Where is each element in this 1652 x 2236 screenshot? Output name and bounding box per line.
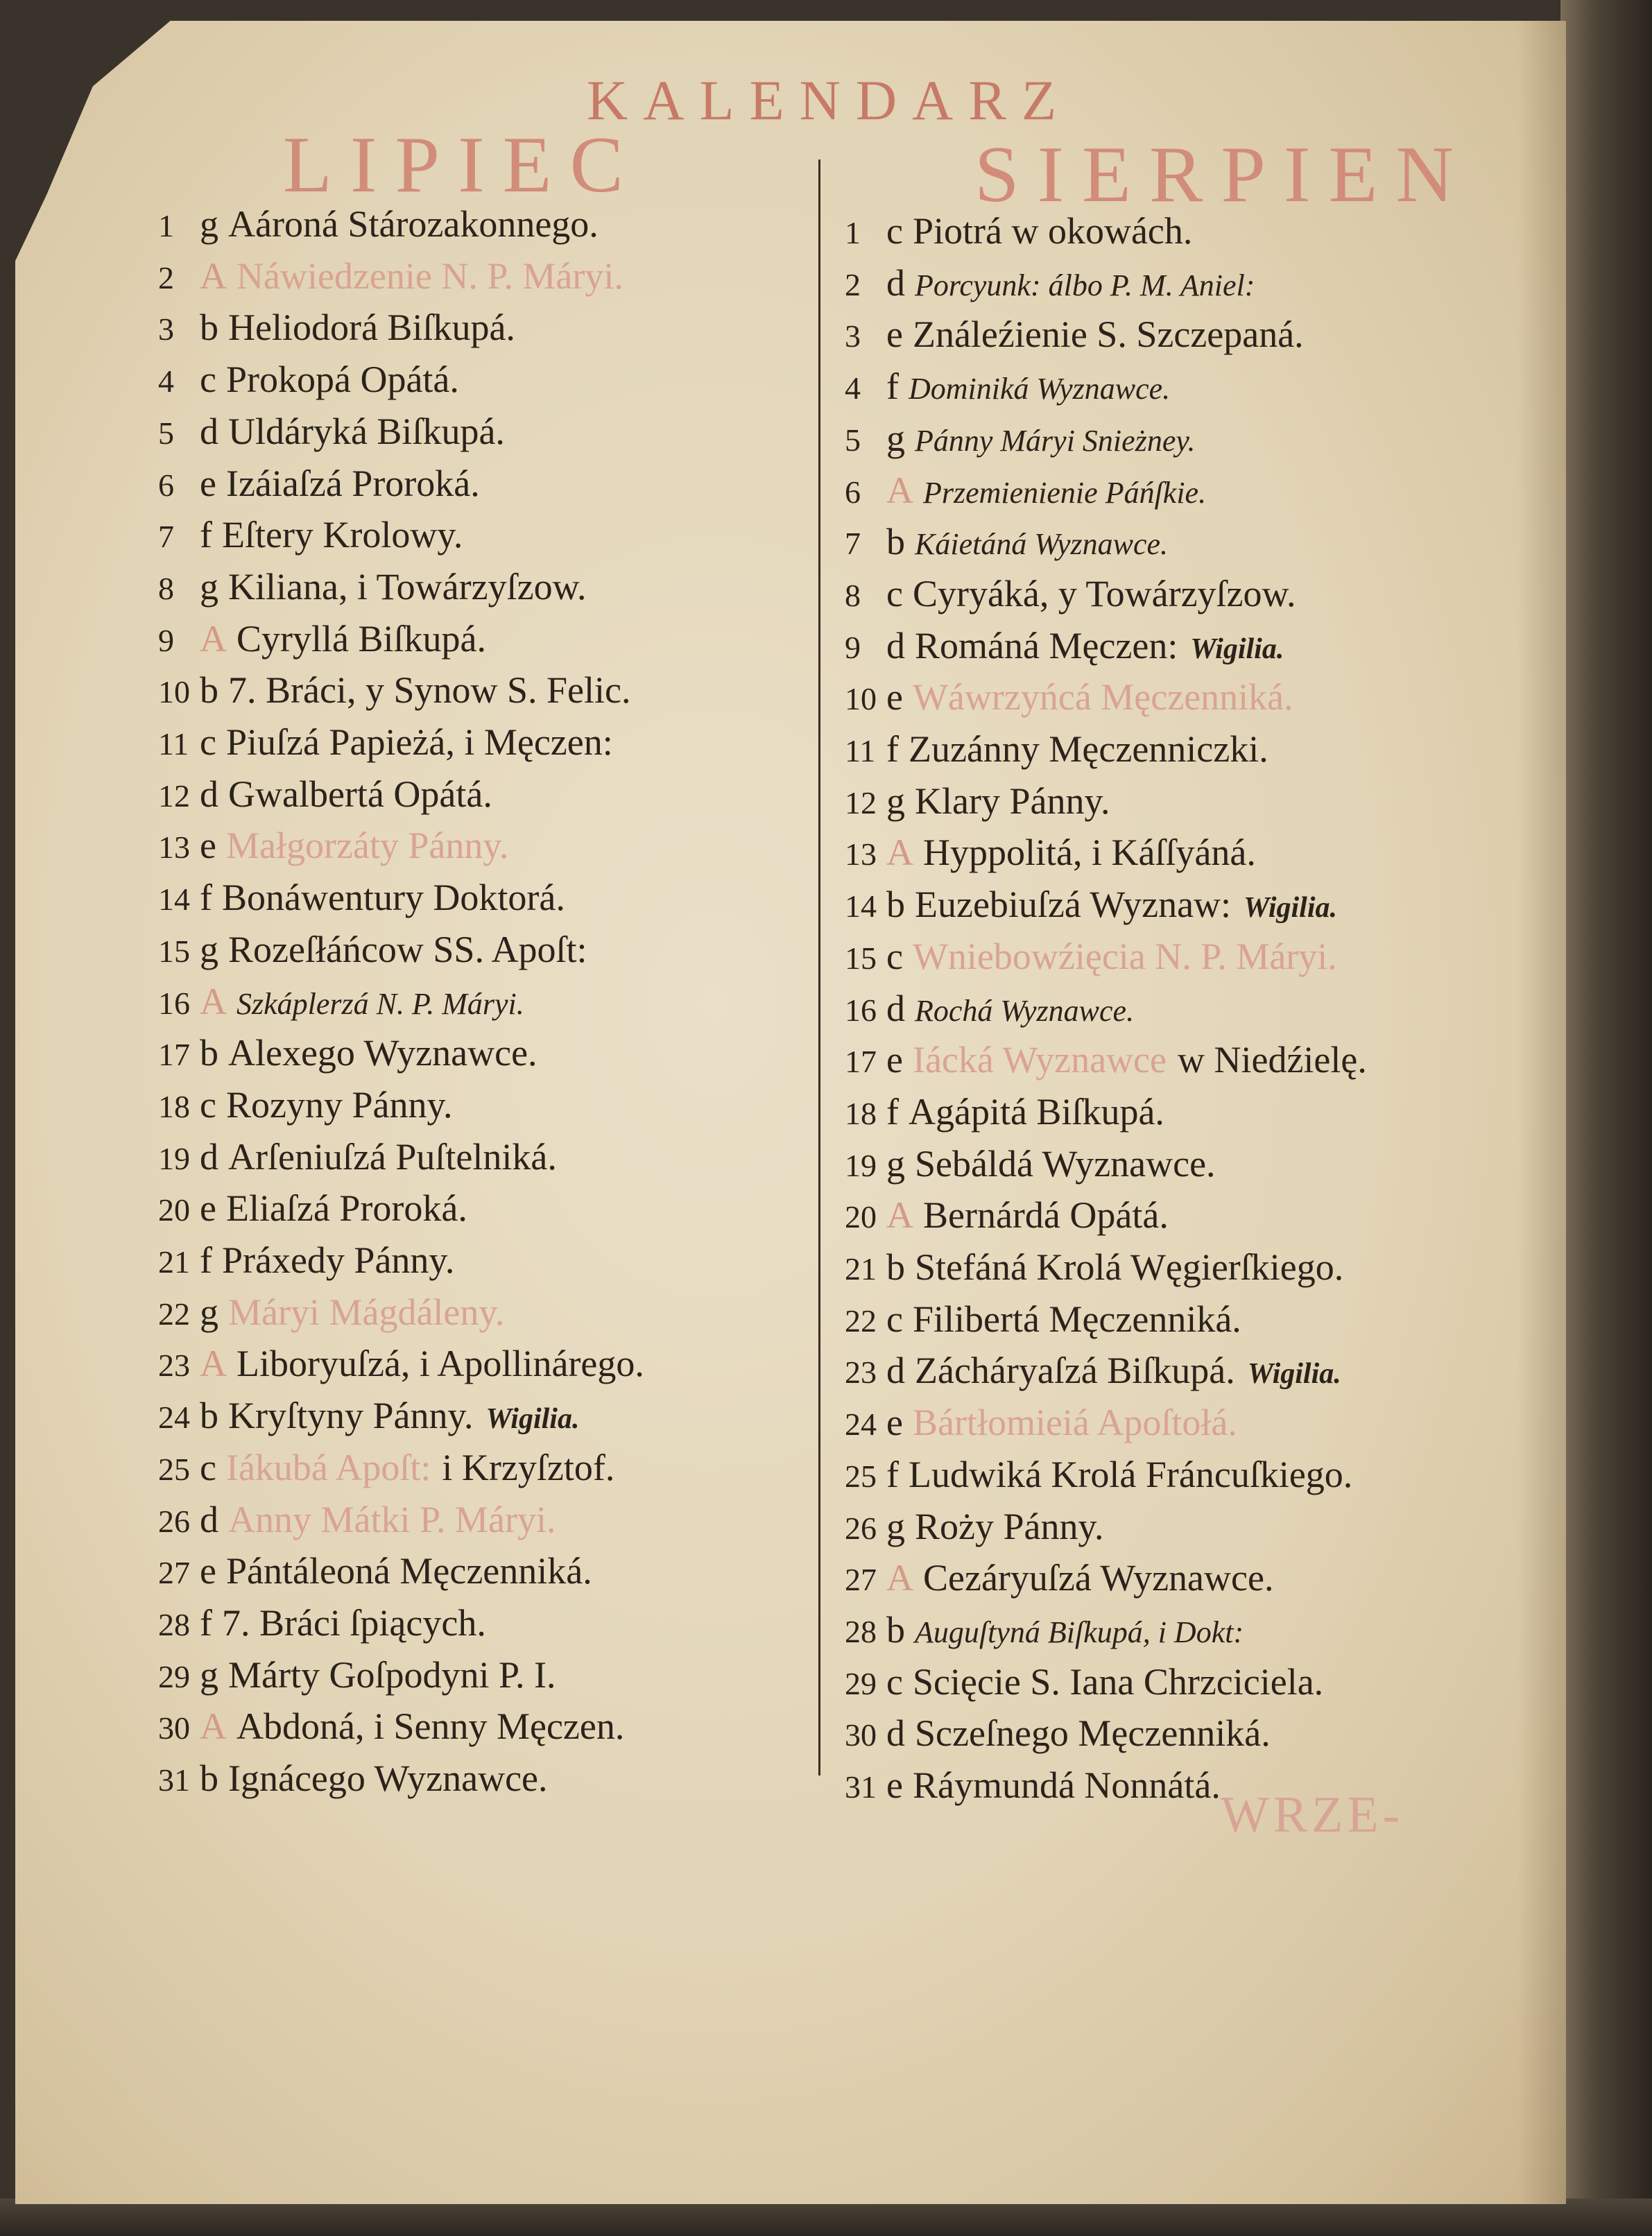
day-number: 30 xyxy=(158,1710,190,1746)
august-row-11 xyxy=(845,726,1268,772)
dominical-letter: d xyxy=(200,773,218,815)
saint-name: Roży Pánny. xyxy=(915,1505,1104,1547)
july-row-29 xyxy=(158,1652,556,1698)
july-row-11 xyxy=(158,719,613,765)
july-row-30 xyxy=(158,1703,624,1749)
dominical-letter: b xyxy=(886,884,905,926)
august-row-20 xyxy=(845,1192,1169,1238)
day-number: 14 xyxy=(158,882,190,918)
saint-name: Izáiaſzá Proroká. xyxy=(225,462,480,504)
july-row-5 xyxy=(158,409,505,454)
july-row-26 xyxy=(158,1497,556,1542)
book-edge-right xyxy=(1560,0,1652,2236)
july-row-13 xyxy=(158,823,508,868)
saint-name: Wáwrzyńcá Męczenniká. xyxy=(912,676,1293,719)
day-number: 9 xyxy=(158,622,174,658)
day-number: 25 xyxy=(158,1451,190,1487)
july-row-28 xyxy=(158,1600,486,1646)
august-row-6 xyxy=(845,467,1206,513)
vigil-note: Wigilia. xyxy=(1244,892,1338,925)
dominical-letter: g xyxy=(200,928,218,970)
august-row-3 xyxy=(845,311,1304,357)
vigil-note: Wigilia. xyxy=(1190,633,1284,665)
saint-name: 7. Bráci, y Synow S. Felic. xyxy=(228,669,631,712)
august-row-12 xyxy=(845,778,1110,824)
saint-name: Ráymundá Nonnátá. xyxy=(912,1764,1221,1806)
july-row-2 xyxy=(158,253,623,299)
july-row-27 xyxy=(158,1548,592,1594)
dominical-letter: f xyxy=(200,1601,212,1644)
saint-name: Cyryáká, y Towárzyſzow. xyxy=(912,572,1296,614)
saint-name: Filibertá Męczenniká. xyxy=(912,1298,1241,1340)
saint-name: Bonáwentury Doktorá. xyxy=(221,877,565,919)
dominical-letter: c xyxy=(886,1298,903,1340)
july-row-31 xyxy=(158,1755,548,1801)
august-row-28 xyxy=(845,1607,1244,1653)
saint-name-continued: w Niedźielę. xyxy=(1177,1039,1367,1081)
july-row-6 xyxy=(158,461,480,506)
day-number: 2 xyxy=(845,266,861,302)
dominical-letter: g xyxy=(886,1505,905,1547)
august-row-18 xyxy=(845,1089,1164,1135)
saint-name: Zácháryaſzá Biſkupá. xyxy=(915,1350,1235,1392)
july-row-18 xyxy=(158,1082,452,1128)
saint-name: Aároná Stározakonnego. xyxy=(228,203,599,245)
dominical-letter: c xyxy=(886,1660,903,1703)
day-number: 19 xyxy=(845,1147,877,1183)
day-number: 31 xyxy=(845,1769,877,1805)
saint-name: Dominiká Wyznawce. xyxy=(908,372,1171,406)
saint-name: Eliaſzá Proroká. xyxy=(225,1187,467,1230)
dominical-letter: g xyxy=(886,1142,905,1185)
july-row-4 xyxy=(158,356,459,402)
dominical-letter: b xyxy=(200,1757,218,1799)
day-number: 28 xyxy=(845,1613,877,1649)
dominical-letter: d xyxy=(886,261,905,304)
saint-name: Bernárdá Opátá. xyxy=(923,1194,1169,1237)
dominical-letter: A xyxy=(200,617,227,660)
day-number: 8 xyxy=(158,570,174,606)
dominical-letter: e xyxy=(886,1764,903,1806)
page-header-title: KALENDARZ xyxy=(587,69,1072,132)
july-row-8 xyxy=(158,564,587,610)
july-row-20 xyxy=(158,1185,467,1231)
august-row-10 xyxy=(845,674,1293,720)
saint-name: Piotrá w okowách. xyxy=(912,210,1193,252)
dominical-letter: e xyxy=(886,676,903,719)
day-number: 17 xyxy=(845,1044,877,1080)
vigil-note: Wigilia. xyxy=(1247,1358,1341,1391)
august-row-22 xyxy=(845,1296,1241,1342)
dominical-letter: g xyxy=(886,417,905,459)
dominical-letter: f xyxy=(886,1453,899,1495)
saint-name: Ználeźienie S. Szczepaná. xyxy=(912,313,1304,356)
dominical-letter: e xyxy=(200,1187,216,1230)
day-number: 4 xyxy=(158,363,174,399)
july-row-16 xyxy=(158,979,524,1024)
saint-name: Cezáryuſzá Wyznawce. xyxy=(923,1557,1274,1599)
saint-name: Auguſtyná Biſkupá, i Dokt: xyxy=(915,1615,1244,1649)
day-number: 7 xyxy=(158,519,174,555)
august-row-1 xyxy=(845,208,1192,254)
day-number: 29 xyxy=(845,1665,877,1701)
july-row-1 xyxy=(158,201,599,247)
dominical-letter: A xyxy=(200,255,227,297)
dominical-letter: c xyxy=(886,210,903,252)
day-number: 21 xyxy=(845,1251,877,1287)
july-row-24 xyxy=(158,1393,579,1438)
day-number: 5 xyxy=(158,415,174,451)
day-number: 28 xyxy=(158,1606,190,1642)
dominical-letter: e xyxy=(886,1039,903,1081)
dominical-letter: g xyxy=(200,565,218,608)
saint-name: Náwiedzenie N. P. Máryi. xyxy=(236,255,623,297)
july-row-9 xyxy=(158,616,486,662)
dominical-letter: c xyxy=(886,572,903,614)
dominical-letter: A xyxy=(200,980,227,1022)
saint-name: Sebáldá Wyznawce. xyxy=(915,1142,1216,1185)
dominical-letter: b xyxy=(200,307,218,349)
dominical-letter: A xyxy=(200,1343,227,1385)
dominical-letter: c xyxy=(200,359,216,401)
saint-name: Zuzánny Męczenniczki. xyxy=(908,728,1268,770)
saint-name: Ludwiká Krolá Fráncuſkiego. xyxy=(908,1453,1353,1495)
saint-name: Márty Goſpodyni P. I. xyxy=(228,1653,556,1696)
dominical-letter: b xyxy=(886,1608,905,1651)
august-row-2 xyxy=(845,260,1255,306)
dominical-letter: b xyxy=(886,521,905,563)
dominical-letter: A xyxy=(886,469,913,511)
day-number: 17 xyxy=(158,1037,190,1073)
saint-name: Porcyunk: álbo P. M. Aniel: xyxy=(915,268,1255,302)
saint-name: Liboryuſzá, i Apollinárego. xyxy=(236,1343,644,1385)
dominical-letter: g xyxy=(200,203,218,245)
catchword: WRZE- xyxy=(1221,1787,1404,1843)
saint-name: Iácká Wyznawce xyxy=(912,1039,1167,1081)
month-title-august: SIERPIEN xyxy=(974,130,1472,219)
saint-name: Agápitá Biſkupá. xyxy=(908,1090,1164,1133)
dominical-letter: e xyxy=(886,1402,903,1444)
dominical-letter: g xyxy=(200,1291,218,1333)
day-number: 27 xyxy=(845,1562,877,1598)
day-number: 13 xyxy=(845,836,877,872)
august-row-7 xyxy=(845,519,1168,565)
dominical-letter: b xyxy=(200,1395,218,1437)
day-number: 6 xyxy=(845,474,861,510)
saint-name: Káietáná Wyznawce. xyxy=(915,527,1168,562)
dominical-letter: e xyxy=(886,313,903,356)
dominical-letter: A xyxy=(886,832,913,874)
july-row-15 xyxy=(158,927,587,972)
saint-name: Iákubá Apoſt: xyxy=(225,1446,431,1488)
saint-name: Máryi Mágdáleny. xyxy=(228,1291,505,1333)
column-divider xyxy=(818,160,820,1775)
saint-name: Alexego Wyznawce. xyxy=(228,1032,537,1074)
dominical-letter: d xyxy=(200,1498,218,1540)
saint-name: Sczeſnego Męczenniká. xyxy=(915,1712,1271,1755)
saint-name: Kiliana, i Towárzyſzow. xyxy=(228,565,587,608)
day-number: 2 xyxy=(158,259,174,295)
dominical-letter: g xyxy=(886,780,905,822)
august-row-4 xyxy=(845,363,1170,409)
july-row-21 xyxy=(158,1237,454,1283)
day-number: 10 xyxy=(158,674,190,710)
book-edge-bottom xyxy=(0,2199,1652,2236)
saint-name: Bártłomieiá Apoſtołá. xyxy=(912,1402,1237,1444)
saint-name: Pántáleoná Męczenniká. xyxy=(225,1550,592,1592)
day-number: 16 xyxy=(845,992,877,1028)
saint-name: Rozeſłáńcow SS. Apoſt: xyxy=(228,928,587,970)
dominical-letter: b xyxy=(200,669,218,712)
day-number: 12 xyxy=(845,784,877,820)
day-number: 11 xyxy=(845,733,876,768)
day-number: 26 xyxy=(158,1503,190,1539)
dominical-letter: c xyxy=(886,935,903,977)
day-number: 23 xyxy=(845,1354,877,1391)
day-number: 20 xyxy=(158,1192,190,1228)
vigil-note: Wigilia. xyxy=(485,1403,580,1436)
august-row-24 xyxy=(845,1400,1237,1445)
august-row-15 xyxy=(845,934,1337,979)
dominical-letter: A xyxy=(200,1705,227,1748)
saint-name: Rozyny Pánny. xyxy=(225,1083,453,1126)
saint-name: Eſtery Krolowy. xyxy=(221,514,463,556)
july-row-17 xyxy=(158,1030,537,1076)
august-row-5 xyxy=(845,415,1195,461)
dominical-letter: f xyxy=(200,1239,212,1281)
saint-name: Piuſzá Papieżá, i Męczen: xyxy=(225,721,613,763)
dominical-letter: e xyxy=(200,825,216,867)
dominical-letter: d xyxy=(886,987,905,1029)
dominical-letter: c xyxy=(200,1083,216,1126)
day-number: 27 xyxy=(158,1555,190,1591)
saint-name: Klary Pánny. xyxy=(915,780,1110,822)
day-number: 8 xyxy=(845,577,861,613)
august-row-21 xyxy=(845,1244,1343,1290)
dominical-letter: d xyxy=(200,410,218,452)
august-row-13 xyxy=(845,829,1256,875)
day-number: 18 xyxy=(158,1088,190,1124)
dominical-letter: d xyxy=(886,624,905,666)
july-row-19 xyxy=(158,1134,557,1180)
day-number: 14 xyxy=(845,888,877,925)
page-shadow xyxy=(1517,21,1566,2204)
august-row-27 xyxy=(845,1555,1273,1601)
day-number: 4 xyxy=(845,370,861,406)
month-title-july: LIPIEC xyxy=(283,121,642,209)
day-number: 7 xyxy=(845,526,861,562)
august-row-8 xyxy=(845,571,1296,617)
dominical-letter: e xyxy=(200,1550,216,1592)
day-number: 9 xyxy=(845,629,861,665)
day-number: 23 xyxy=(158,1348,190,1384)
august-row-31 xyxy=(845,1762,1221,1808)
day-number: 24 xyxy=(845,1407,877,1443)
dominical-letter: A xyxy=(886,1194,913,1237)
dominical-letter: b xyxy=(200,1032,218,1074)
dominical-letter: d xyxy=(886,1712,905,1755)
saint-name: Pánny Máryi Snieżney. xyxy=(915,423,1196,458)
dominical-letter: f xyxy=(200,877,212,919)
day-number: 16 xyxy=(158,985,190,1021)
saint-name: Arſeniuſzá Puſtelniká. xyxy=(228,1135,557,1178)
day-number: 12 xyxy=(158,777,190,814)
saint-name: Euzebiuſzá Wyznaw: xyxy=(915,884,1232,926)
day-number: 3 xyxy=(845,318,861,354)
saint-name: Románá Męczen: xyxy=(915,624,1178,666)
day-number: 19 xyxy=(158,1140,190,1176)
dominical-letter: g xyxy=(200,1653,218,1696)
saint-name: Práxedy Pánny. xyxy=(221,1239,455,1281)
day-number: 20 xyxy=(845,1199,877,1235)
day-number: 3 xyxy=(158,311,174,347)
day-number: 6 xyxy=(158,467,174,503)
day-number: 29 xyxy=(158,1658,190,1694)
dominical-letter: f xyxy=(886,366,899,408)
day-number: 1 xyxy=(845,215,861,250)
dominical-letter: A xyxy=(886,1557,913,1599)
saint-name: Uldáryká Biſkupá. xyxy=(228,410,505,452)
day-number: 30 xyxy=(845,1717,877,1753)
saint-name: Anny Mátki P. Máryi. xyxy=(228,1498,556,1540)
day-number: 24 xyxy=(158,1400,190,1436)
saint-name-continued: i Krzyſztof. xyxy=(442,1446,615,1488)
day-number: 15 xyxy=(158,933,190,969)
saint-name: Małgorzáty Pánny. xyxy=(225,825,509,867)
saint-name: Prokopá Opátá. xyxy=(225,359,459,401)
august-row-14 xyxy=(845,882,1337,927)
dominical-letter: f xyxy=(200,514,212,556)
august-row-25 xyxy=(845,1452,1352,1497)
august-row-30 xyxy=(845,1710,1271,1756)
august-row-17 xyxy=(845,1037,1367,1083)
july-row-3 xyxy=(158,304,515,350)
dominical-letter: c xyxy=(200,1446,216,1488)
july-row-23 xyxy=(158,1341,644,1386)
august-row-29 xyxy=(845,1659,1323,1705)
day-number: 22 xyxy=(845,1302,877,1339)
saint-name: Ignácego Wyznawce. xyxy=(228,1757,548,1799)
august-row-26 xyxy=(845,1504,1103,1549)
july-row-12 xyxy=(158,771,492,817)
day-number: 21 xyxy=(158,1244,190,1280)
day-number: 10 xyxy=(845,681,877,717)
saint-name: Wniebowźięcia N. P. Máryi. xyxy=(912,935,1337,977)
day-number: 26 xyxy=(845,1510,877,1546)
saint-name: Stefáná Krolá Węgierſkiego. xyxy=(915,1246,1344,1288)
august-row-9 xyxy=(845,623,1284,669)
day-number: 13 xyxy=(158,829,190,866)
saint-name: Abdoná, i Senny Męczen. xyxy=(236,1705,625,1748)
dominical-letter: b xyxy=(886,1246,905,1288)
day-number: 1 xyxy=(158,208,174,243)
day-number: 22 xyxy=(158,1296,190,1332)
dominical-letter: e xyxy=(200,462,216,504)
saint-name: Szkáplerzá N. P. Máryi. xyxy=(236,986,524,1021)
dominical-letter: c xyxy=(200,721,216,763)
day-number: 11 xyxy=(158,726,189,762)
dominical-letter: d xyxy=(200,1135,218,1178)
dominical-letter: d xyxy=(886,1350,905,1392)
july-row-22 xyxy=(158,1289,504,1335)
day-number: 15 xyxy=(845,940,877,976)
saint-name: Gwalbertá Opátá. xyxy=(228,773,492,815)
august-row-23 xyxy=(845,1348,1341,1393)
day-number: 31 xyxy=(158,1762,190,1798)
saint-name: 7. Bráci ſpiących. xyxy=(221,1601,486,1644)
july-row-7 xyxy=(158,512,463,558)
saint-name: Hyppolitá, i Káſſyáná. xyxy=(923,832,1256,874)
day-number: 5 xyxy=(845,422,861,458)
saint-name: Kryſtyny Pánny. xyxy=(228,1395,474,1437)
july-row-10 xyxy=(158,667,630,713)
august-row-19 xyxy=(845,1141,1216,1187)
saint-name: Heliodorá Biſkupá. xyxy=(228,307,515,349)
day-number: 25 xyxy=(845,1458,877,1494)
dominical-letter: f xyxy=(886,1090,899,1133)
saint-name: Przemienienie Páńſkie. xyxy=(923,475,1207,510)
july-row-14 xyxy=(158,875,565,920)
day-number: 18 xyxy=(845,1095,877,1131)
saint-name: Scięcie S. Iana Chrzciciela. xyxy=(912,1660,1324,1703)
saint-name: Cyryllá Biſkupá. xyxy=(236,617,486,660)
dominical-letter: f xyxy=(886,728,899,770)
august-row-16 xyxy=(845,986,1134,1031)
saint-name: Rochá Wyznawce. xyxy=(915,993,1135,1028)
july-row-25 xyxy=(158,1445,614,1490)
